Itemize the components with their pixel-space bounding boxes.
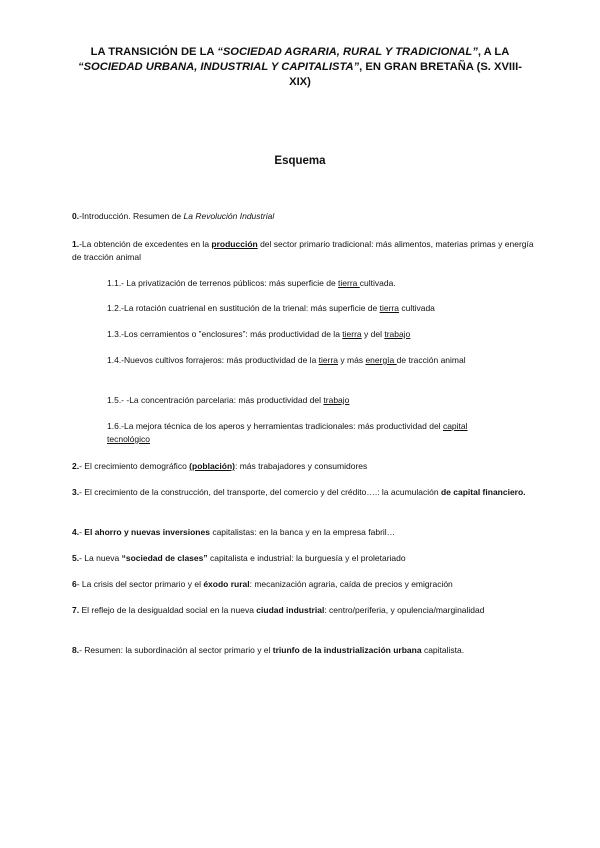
title-italic-part: “SOCIEDAD AGRARIA, RURAL Y TRADICIONAL” bbox=[217, 46, 478, 58]
item-keyword: “sociedad de clases” bbox=[121, 553, 208, 563]
item-text: y del bbox=[361, 329, 385, 339]
item-keyword: producción bbox=[211, 239, 258, 249]
title-italic-part: “SOCIEDAD URBANA, INDUSTRIAL Y CAPITALISTA” bbox=[77, 61, 360, 73]
item-keyword: tierra bbox=[342, 329, 362, 339]
item-text: cultivada. bbox=[359, 278, 396, 288]
item-text: : centro/periferia, y opulencia/marginalidad bbox=[324, 605, 485, 615]
item-keyword: triunfo de la industrialización urbana bbox=[272, 645, 422, 655]
item-keyword: trabajo bbox=[384, 329, 411, 339]
item-text: : mecanización agraria, caída de precios y emigración bbox=[249, 579, 453, 589]
item-emphasis: La Revolución Industrial bbox=[183, 211, 275, 221]
item-text: cultivada bbox=[399, 303, 435, 313]
item-text: 1.1.- La privatización de terrenos públicos: más superficie de bbox=[107, 278, 339, 288]
outline-item-7 bbox=[72, 604, 542, 617]
item-keyword: trabajo bbox=[323, 395, 350, 405]
item-text: del sector primario tradicional: más alimentos, materias primas y energía de tracción animal bbox=[72, 239, 534, 262]
section-heading: Esquema bbox=[274, 155, 326, 167]
item-number: 0. bbox=[72, 211, 80, 221]
outline-subitem-1-3 bbox=[107, 328, 507, 341]
item-text: y más bbox=[338, 355, 366, 365]
outline-item-6 bbox=[72, 578, 542, 591]
item-keyword: (población) bbox=[189, 461, 235, 471]
item-keyword: de capital financiero. bbox=[440, 487, 526, 497]
item-text: capitalistas: en la banca y en la empresa fabril… bbox=[209, 527, 396, 537]
item-keyword: capital tecnológico bbox=[107, 421, 468, 444]
item-keyword: ciudad industrial bbox=[256, 605, 325, 615]
item-keyword: éxodo rural bbox=[203, 579, 250, 589]
outline-item-2 bbox=[72, 460, 542, 473]
item-text: 1.2.-La rotación cuatrienal en sustitución de la trienal: más superficie de bbox=[107, 303, 380, 313]
item-text: - bbox=[79, 527, 85, 537]
item-text: 1.4.-Nuevos cultivos forrajeros: más productividad de la bbox=[107, 355, 319, 365]
outline-subitem-1-1 bbox=[107, 277, 507, 290]
item-text: 1.3.-Los cerramientos o ”enclosures”: más productividad de la bbox=[107, 329, 343, 339]
item-keyword: energía bbox=[365, 355, 397, 365]
document-title bbox=[70, 45, 530, 90]
item-number: 2. bbox=[72, 461, 80, 471]
outline-item-0 bbox=[72, 210, 542, 223]
item-text: - La crisis del sector primario y el bbox=[76, 579, 204, 589]
item-number: 7. bbox=[72, 605, 80, 615]
item-text: -La obtención de excedentes en la bbox=[79, 239, 212, 249]
item-text: - El crecimiento de la construcción, del transporte, del comercio y del crédito….: la acumulación bbox=[79, 487, 441, 497]
item-text: capitalista. bbox=[421, 645, 465, 655]
item-number: 1. bbox=[72, 239, 80, 249]
item-text: 1.5.- -La concentración parcelaria: más productividad del bbox=[107, 395, 324, 405]
item-keyword: tierra bbox=[338, 278, 360, 288]
item-keyword: tierra bbox=[379, 303, 399, 313]
item-number: 3. bbox=[72, 487, 80, 497]
item-text: - Resumen: la subordinación al sector primario y el bbox=[79, 645, 273, 655]
title-part: LA TRANSICIÓN DE LA bbox=[90, 46, 218, 58]
item-text: - El crecimiento demográfico bbox=[79, 461, 190, 471]
outline-item-5 bbox=[72, 552, 542, 565]
title-part: , EN GRAN BRETAÑA (S. XVIII-XIX) bbox=[289, 61, 522, 88]
outline-subitem-1-4 bbox=[107, 354, 507, 367]
outline-subitem-1-6 bbox=[107, 420, 507, 446]
item-text: de tracción animal bbox=[396, 355, 466, 365]
outline-subitem-1-5 bbox=[107, 394, 507, 407]
item-number: 5. bbox=[72, 553, 80, 563]
item-number: 6 bbox=[72, 579, 77, 589]
item-number: 8. bbox=[72, 645, 80, 655]
title-part: , A LA bbox=[477, 46, 510, 58]
item-text: capitalista e industrial: la burguesía y el proletariado bbox=[207, 553, 406, 563]
outline-item-3 bbox=[72, 486, 542, 499]
item-text: : más trabajadores y consumidores bbox=[234, 461, 368, 471]
outline-item-8 bbox=[72, 644, 542, 657]
item-text: 1.6.-La mejora técnica de los aperos y herramientas tradicionales: más productividad del bbox=[107, 421, 443, 431]
item-text: - La nueva bbox=[79, 553, 122, 563]
item-keyword: El ahorro y nuevas inversiones bbox=[84, 527, 210, 537]
outline-item-1 bbox=[72, 238, 542, 264]
item-text: -Introducción. Resumen de bbox=[79, 211, 184, 221]
outline-subitem-1-2 bbox=[107, 302, 507, 315]
item-text: El reflejo de la desigualdad social en la nueva bbox=[79, 605, 257, 615]
outline-item-4 bbox=[72, 526, 542, 539]
item-keyword: tierra bbox=[318, 355, 339, 365]
item-number: 4. bbox=[72, 527, 80, 537]
